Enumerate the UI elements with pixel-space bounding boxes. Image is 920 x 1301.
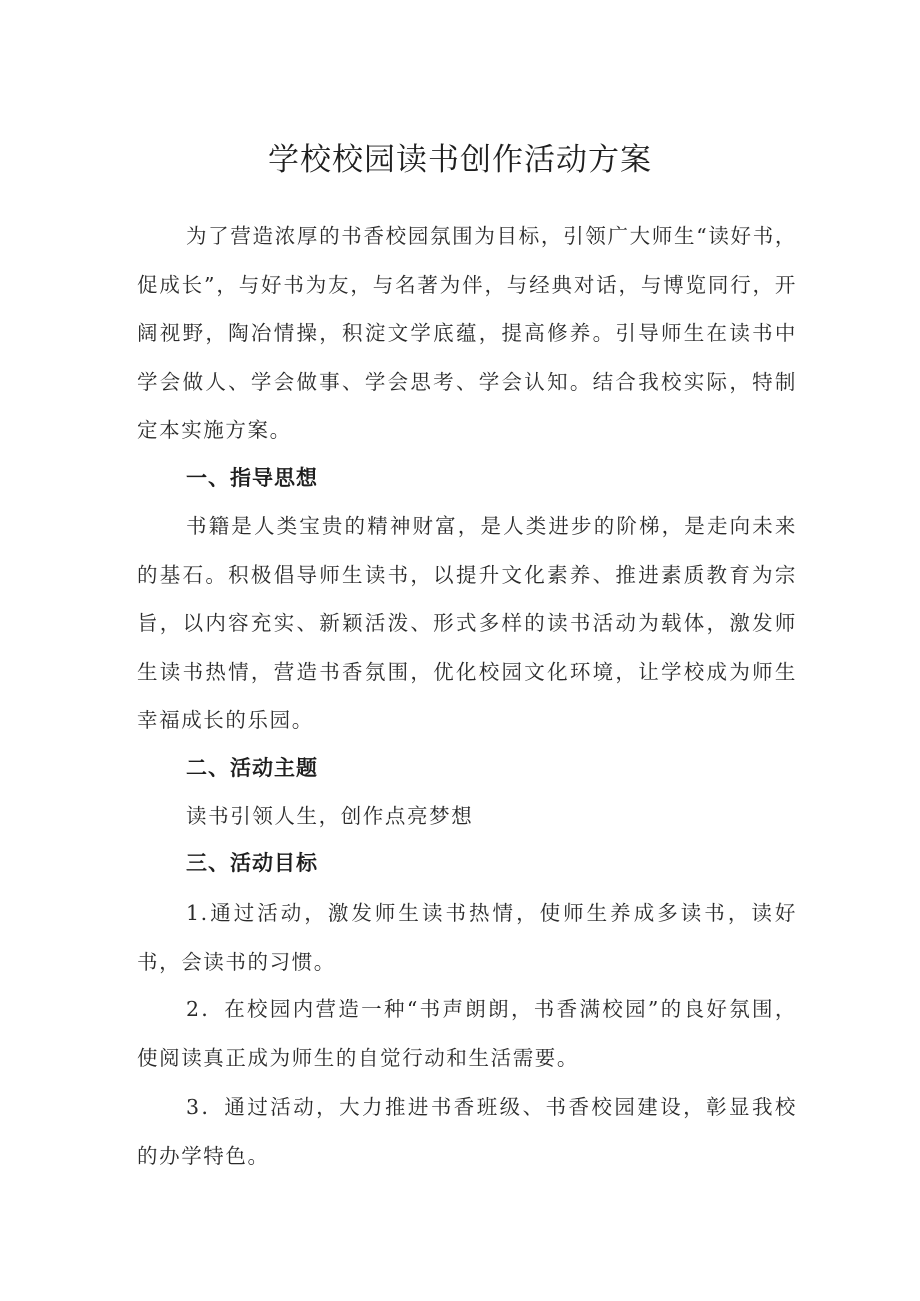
- goal-item-2: 2．在校园内营造一种“书声朗朗，书香满校园”的良好氛围，使阅读真正成为师生的自觉行动和生活需要。: [137, 997, 797, 1070]
- document-title: 学校校园读书创作活动方案: [268, 142, 652, 178]
- activity-theme-text: 读书引领人生，创作点亮梦想: [186, 804, 474, 828]
- goal-item-3: 3．通过活动，大力推进书香班级、书香校园建设，彰显我校的办学特色。: [137, 1095, 797, 1168]
- intro-paragraph: 为了营造浓厚的书香校园氛围为目标，引领广大师生“读好书，促成长”，与好书为友，与名著为伴，与经典对话，与博览同行，开阔视野，陶冶情操，积淀文学底蕴，提高修养。引导师生在读书中学会做人、学会做事、学会思考、学会认知。结合我校实际，特制定本实施方案。: [137, 224, 797, 442]
- section-heading-activity-goals: 三、活动目标: [186, 851, 318, 875]
- goal-item-1: 1.通过活动，激发师生读书热情，使师生养成多读书，读好书，会读书的习惯。: [137, 901, 797, 974]
- guiding-ideology-paragraph: 书籍是人类宝贵的精神财富，是人类进步的阶梯，是走向未来的基石。积极倡导师生读书，以提升文化素养、推进素质教育为宗旨，以内容充实、新颖活泼、形式多样的读书活动为载体，激发师生读书热情，营造书香氛围，优化校园文化环境，让学校成为师生幸福成长的乐园。: [137, 514, 797, 732]
- section-heading-activity-theme: 二、活动主题: [186, 756, 318, 780]
- section-heading-guiding-ideology: 一、指导思想: [186, 466, 318, 490]
